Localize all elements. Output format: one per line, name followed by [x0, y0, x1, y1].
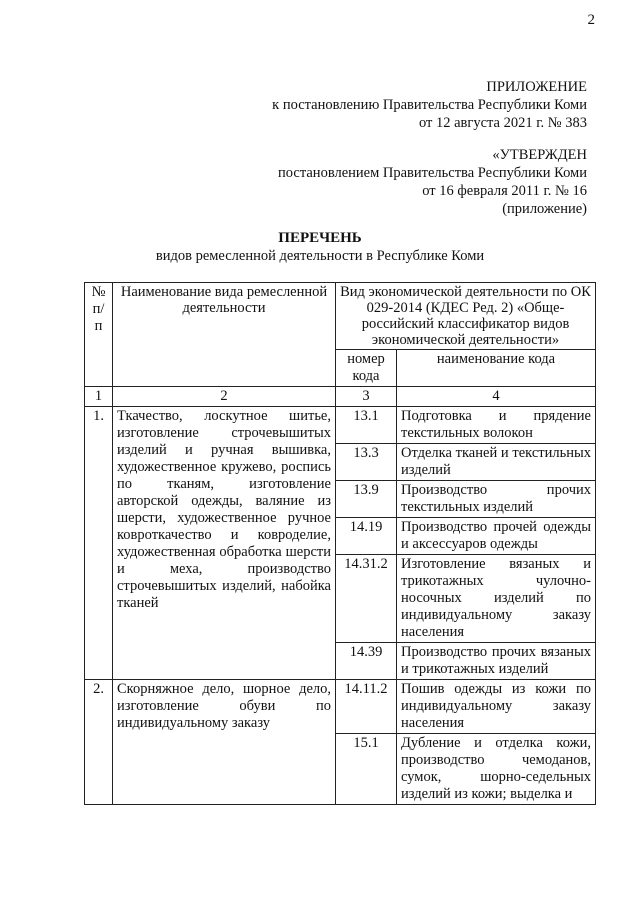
okved-desc: Пошив одежды из кожи по индивидуальному заказу населения	[397, 680, 596, 734]
approved-line-2: от 16 февраля 2011 г. № 16	[422, 183, 587, 199]
column-numbers-row	[85, 387, 596, 407]
okved-code: 14.39	[336, 643, 397, 680]
craft-name: Скорняжное дело, шорное дело, изготовление обуви по индивидуальному заказу	[113, 680, 336, 805]
col-number: 1	[85, 387, 113, 407]
approved-line-1: постановлением Правительства Республики Коми	[278, 165, 587, 181]
okved-desc: Подготовка и прядение текстильных волокон	[397, 407, 596, 444]
okved-code: 14.19	[336, 518, 397, 555]
appendix-title: ПРИЛОЖЕНИЕ	[486, 79, 587, 95]
header-okved: Вид экономической деятельности по ОК 029-2014 (КДЕС Ред. 2) «Обще-российский классификатор видов экономической деятельности»	[336, 283, 596, 350]
header-name: Наименование вида ремесленной деятельности	[113, 283, 336, 387]
row-number: 2.	[85, 680, 113, 805]
okved-desc: Производство прочей одежды и аксессуаров одежды	[397, 518, 596, 555]
okved-code: 15.1	[336, 734, 397, 805]
appendix-line-1: к постановлению Правительства Республики Коми	[272, 97, 587, 113]
col-number: 4	[397, 387, 596, 407]
table-row	[85, 680, 596, 734]
okved-code: 13.1	[336, 407, 397, 444]
okved-desc: Дубление и отделка кожи, производство чемоданов, сумок, шорно-седельных изделий из кожи; выделка и	[397, 734, 596, 805]
okved-desc: Изготовление вязаных и трикотажных чулочно-носочных изделий по индивидуальному заказу населения	[397, 555, 596, 643]
page-number: 2	[587, 12, 595, 28]
okved-code: 14.31.2	[336, 555, 397, 643]
document-title: ПЕРЕЧЕНЬ	[278, 230, 362, 246]
okved-code: 13.3	[336, 444, 397, 481]
appendix-block	[0, 78, 587, 132]
header-num: № п/п	[85, 283, 113, 387]
okved-code: 13.9	[336, 481, 397, 518]
craft-name: Ткачество, лоскутное шитье, изготовление строчевышитых изделий и ручная вышивка, художественное кружево, роспись по тканям, изготовление авторской одежды, валяние из шерсти, художественное ручное ковроткачество и ковроделие, художественная обработка шерсти и меха, производство строчевышитых изделий, набойка тканей	[113, 407, 336, 680]
approved-title: «УТВЕРЖДЕН	[492, 147, 587, 163]
row-number: 1.	[85, 407, 113, 680]
okved-desc: Производство прочих вязаных и трикотажных изделий	[397, 643, 596, 680]
approved-block	[0, 146, 587, 218]
document-subtitle: видов ремесленной деятельности в Республике Коми	[155, 248, 485, 264]
appendix-line-2: от 12 августа 2021 г. № 383	[418, 115, 587, 131]
okved-code: 14.11.2	[336, 680, 397, 734]
approved-line-3: (приложение)	[502, 201, 587, 217]
col-number: 2	[113, 387, 336, 407]
table-row	[85, 407, 596, 444]
okved-desc: Отделка тканей и текстильных изделий	[397, 444, 596, 481]
header-code-name: наименование кода	[397, 350, 596, 387]
header-code-num: номер кода	[336, 350, 397, 387]
col-number: 3	[336, 387, 397, 407]
crafts-table	[84, 282, 596, 805]
okved-desc: Производство прочих текстильных изделий	[397, 481, 596, 518]
header-row	[85, 283, 596, 350]
